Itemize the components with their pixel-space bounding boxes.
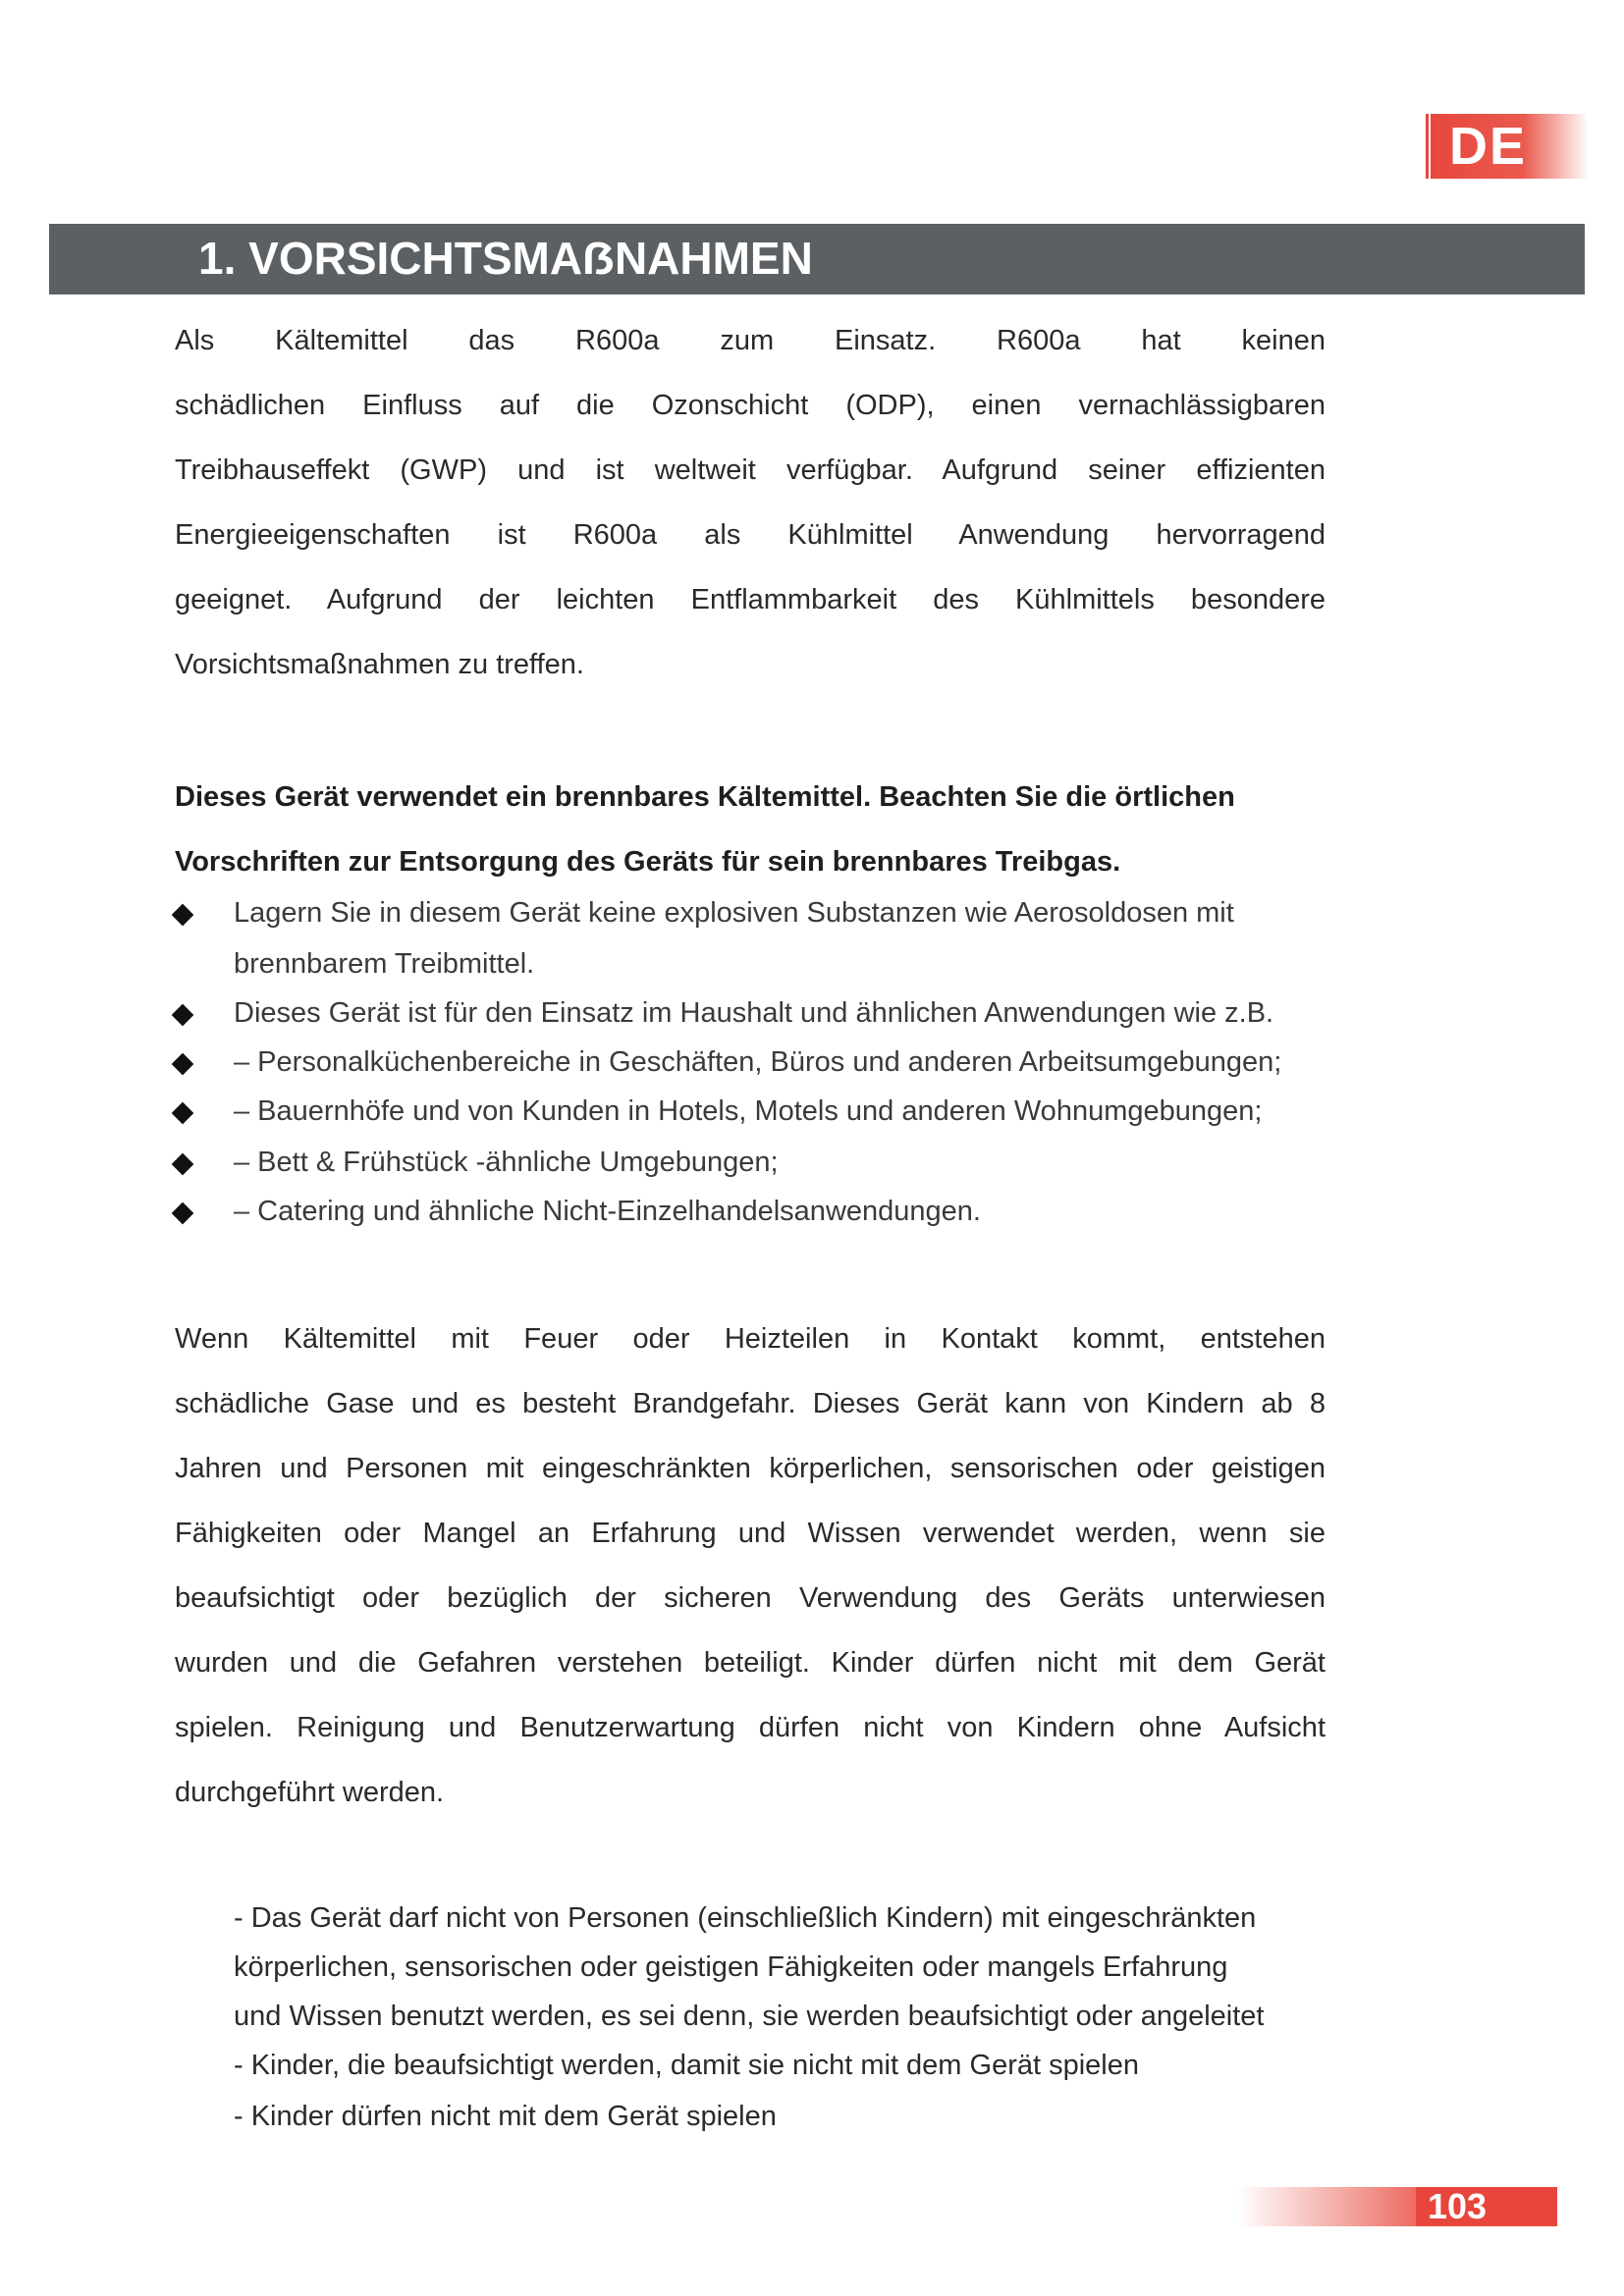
- warning-line: Vorschriften zur Entsorgung des Geräts für sein brennbares Treibgas.: [175, 846, 1121, 878]
- diamond-bullet-icon: [172, 1053, 194, 1076]
- diamond-bullet-icon: [172, 904, 194, 927]
- diamond-bullet-icon: [172, 1153, 194, 1176]
- intro-line: geeignet. Aufgrund der leichten Entflammbarkeit des Kühlmittels besondere: [175, 584, 1326, 615]
- fire-line: Wenn Kältemittel mit Feuer oder Heizteilen in Kontakt kommt, entstehen: [175, 1323, 1326, 1355]
- language-badge: [1426, 114, 1589, 179]
- fire-line: wurden und die Gefahren verstehen beteiligt. Kinder dürfen nicht mit dem Gerät: [175, 1647, 1326, 1679]
- diamond-bullet-icon: [172, 1202, 194, 1225]
- note-line: und Wissen benutzt werden, es sei denn, sie werden beaufsichtigt oder angeleitet: [234, 2001, 1265, 2032]
- diamond-bullet-icon: [172, 1102, 194, 1125]
- note-line: - Das Gerät darf nicht von Personen (einschließlich Kindern) mit eingeschränkten: [234, 1902, 1257, 1934]
- fire-line: Fähigkeiten oder Mangel an Erfahrung und Wissen verwendet werden, wenn sie: [175, 1518, 1326, 1549]
- fire-line: spielen. Reinigung und Benutzerwartung dürfen nicht von Kindern ohne Aufsicht: [175, 1712, 1326, 1743]
- bullet-text: Lagern Sie in diesem Gerät keine explosiven Substanzen wie Aerosoldosen mit: [234, 897, 1234, 929]
- page-number: 103: [1428, 2186, 1488, 2226]
- fire-line: Jahren und Personen mit eingeschränkten körperlichen, sensorischen oder geistigen: [175, 1453, 1326, 1484]
- intro-line: Energieeigenschaften ist R600a als Kühlmittel Anwendung hervorragend: [175, 519, 1326, 551]
- page-number-badge: [1237, 2187, 1557, 2226]
- bullet-text: – Catering und ähnliche Nicht-Einzelhandelsanwendungen.: [234, 1196, 981, 1227]
- bullet-text: – Bett & Frühstück -ähnliche Umgebungen;: [234, 1147, 779, 1178]
- bullet-text: – Personalküchenbereiche in Geschäften, Büros und anderen Arbeitsumgebungen;: [234, 1046, 1282, 1078]
- intro-line: Vorsichtsmaßnahmen zu treffen.: [175, 649, 584, 680]
- diamond-bullet-icon: [172, 1004, 194, 1027]
- intro-line: Als Kältemittel das R600a zum Einsatz. R600a hat keinen: [175, 325, 1326, 356]
- bullet-text: brennbarem Treibmittel.: [234, 948, 535, 980]
- section-title: 1. VORSICHTSMAẞNAHMEN: [198, 233, 813, 284]
- fire-line: durchgeführt werden.: [175, 1777, 445, 1808]
- fire-line: beaufsichtigt oder bezüglich der sicheren Verwendung des Geräts unterwiesen: [175, 1582, 1326, 1614]
- intro-line: schädlichen Einfluss auf die Ozonschicht (ODP), einen vernachlässigbaren: [175, 390, 1326, 421]
- bullet-text: Dieses Gerät ist für den Einsatz im Haushalt und ähnlichen Anwendungen wie z.B.: [234, 997, 1274, 1029]
- language-code: DE: [1449, 117, 1528, 176]
- note-line: körperlichen, sensorischen oder geistigen Fähigkeiten oder mangels Erfahrung: [234, 1951, 1228, 1983]
- section-title-bar: [49, 224, 1585, 294]
- bullet-text: – Bauernhöfe und von Kunden in Hotels, Motels und anderen Wohnumgebungen;: [234, 1095, 1263, 1127]
- warning-line: Dieses Gerät verwendet ein brennbares Kältemittel. Beachten Sie die örtlichen: [175, 781, 1235, 813]
- fire-line: schädliche Gase und es besteht Brandgefahr. Dieses Gerät kann von Kindern ab 8: [175, 1388, 1326, 1419]
- intro-line: Treibhauseffekt (GWP) und ist weltweit verfügbar. Aufgrund seiner effizienten: [175, 454, 1326, 486]
- badge-bar: [1426, 114, 1434, 179]
- note-line: - Kinder dürfen nicht mit dem Gerät spielen: [234, 2101, 777, 2132]
- note-line: - Kinder, die beaufsichtigt werden, damit sie nicht mit dem Gerät spielen: [234, 2050, 1140, 2081]
